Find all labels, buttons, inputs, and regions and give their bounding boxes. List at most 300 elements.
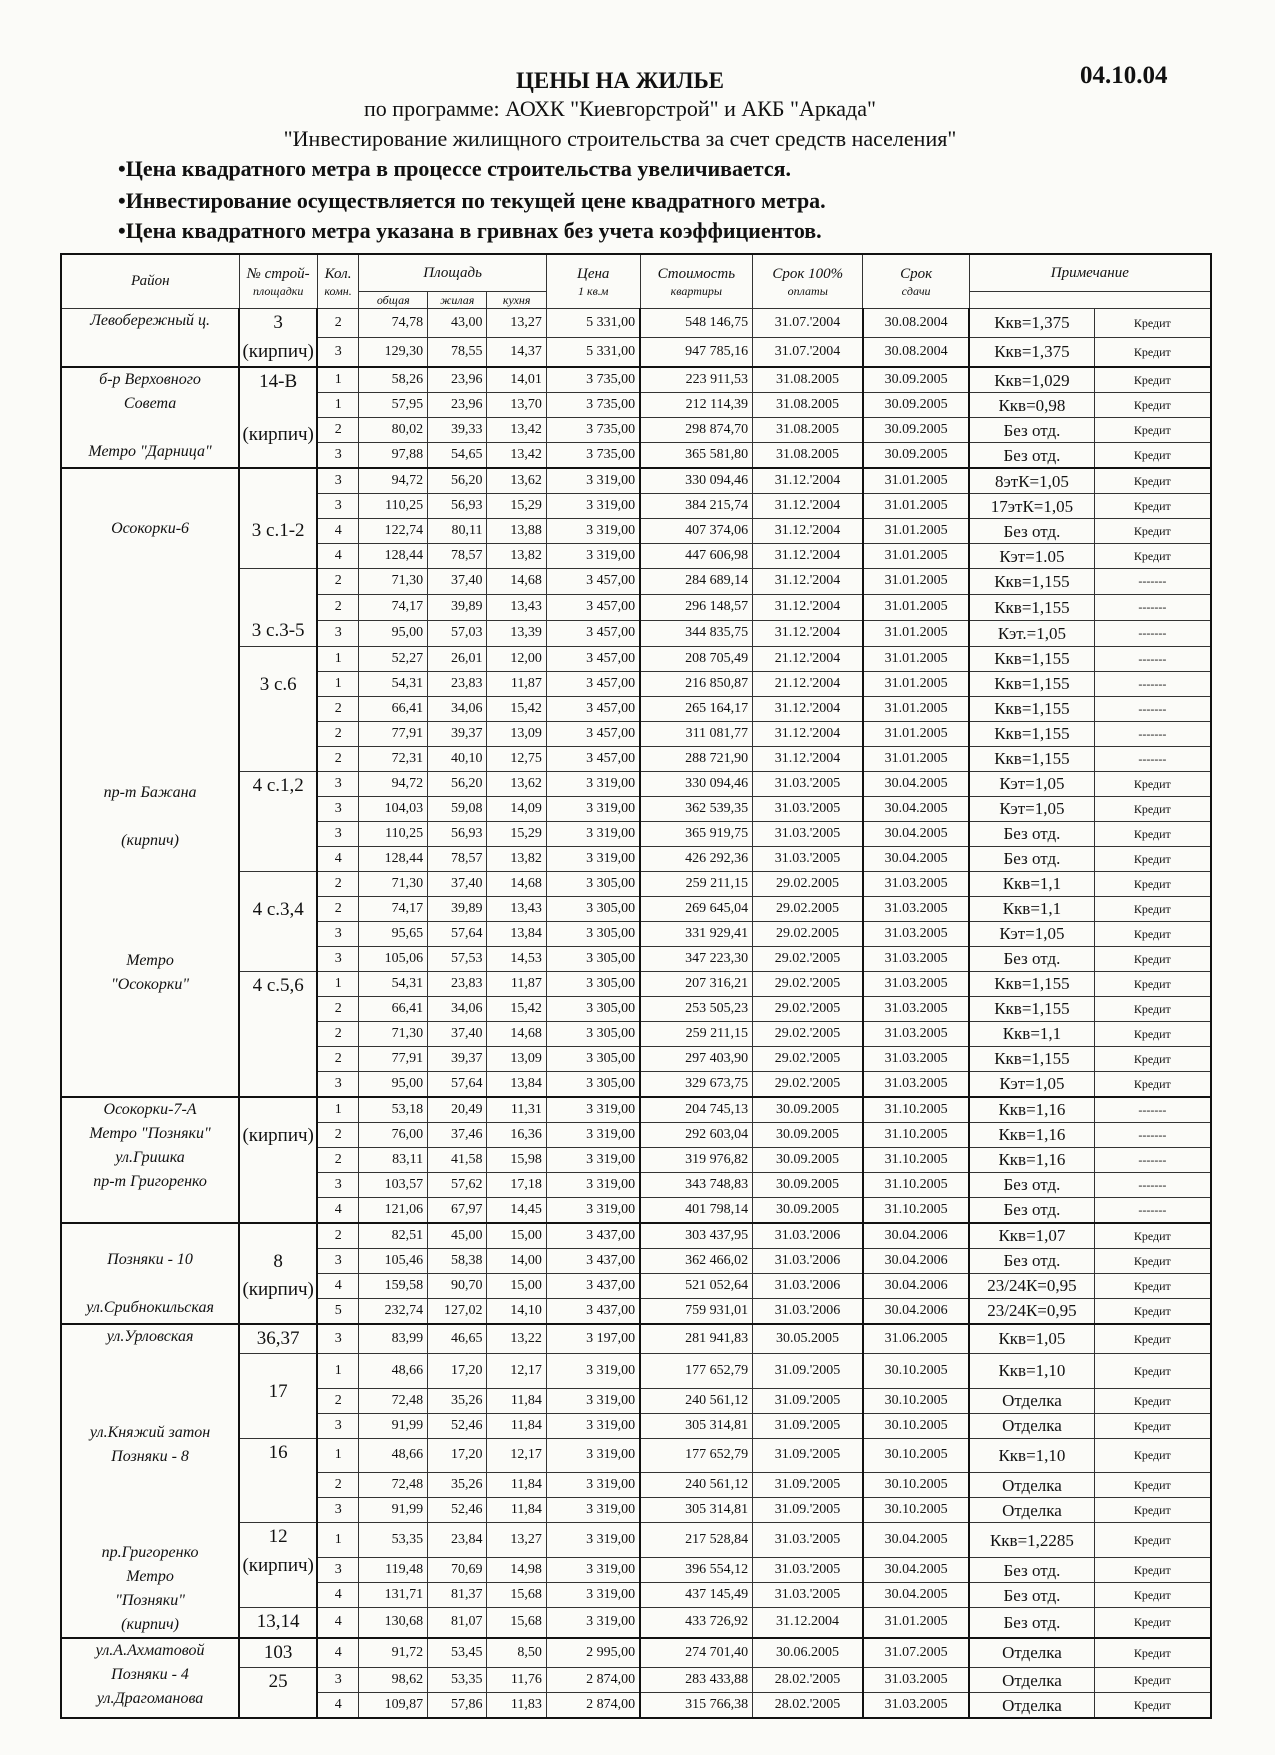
district-line: б-р Верховного xyxy=(99,371,201,388)
rooms-cell: 3 xyxy=(317,821,359,846)
district-line xyxy=(64,1469,236,1493)
rooms-cell: 2 xyxy=(317,896,359,921)
handover-term-cell: 31.03.2005 xyxy=(863,921,969,946)
credit-cell: Кредит xyxy=(1094,418,1211,443)
note-cell: 23/24К=0,95 xyxy=(969,1273,1094,1298)
price-per-sqm-cell: 3 319,00 xyxy=(546,1172,640,1197)
apartment-cost-cell: 396 554,12 xyxy=(640,1558,752,1583)
area-total-cell: 91,99 xyxy=(359,1413,428,1438)
apartment-cost-cell: 362 539,35 xyxy=(640,796,752,821)
price-per-sqm-cell: 3 319,00 xyxy=(546,771,640,796)
area-living-cell: 59,08 xyxy=(428,796,487,821)
area-kitchen-cell: 13,82 xyxy=(487,846,546,871)
note-cell: Ккв=1,1 xyxy=(969,871,1094,896)
payment-term-cell: 31.03.'2006 xyxy=(753,1298,863,1324)
note-cell: Ккв=1,05 xyxy=(969,1324,1094,1354)
handover-term-cell: 31.03.2005 xyxy=(863,1046,969,1071)
price-per-sqm-cell: 2 874,00 xyxy=(546,1693,640,1719)
rooms-cell: 4 xyxy=(317,1273,359,1298)
handover-term-cell: 31.01.2005 xyxy=(863,721,969,746)
price-per-sqm-cell: 3 457,00 xyxy=(546,569,640,595)
table-row xyxy=(61,468,1211,494)
area-living-cell: 41,58 xyxy=(428,1147,487,1172)
price-per-sqm-cell: 2 874,00 xyxy=(546,1668,640,1693)
rooms-cell: 3 xyxy=(317,443,359,469)
header-note: Примечание xyxy=(969,254,1211,292)
payment-term-cell: 31.07.'2004 xyxy=(753,337,863,367)
note-cell: Кэт=1,05 xyxy=(969,796,1094,821)
area-living-cell: 46,65 xyxy=(428,1324,487,1354)
note-cell: Ккв=1,375 xyxy=(969,309,1094,338)
credit-cell: Кредит xyxy=(1094,1021,1211,1046)
apartment-cost-cell: 407 374,06 xyxy=(640,519,752,544)
credit-cell: Кредит xyxy=(1094,367,1211,393)
area-living-cell: 34,06 xyxy=(428,996,487,1021)
district-line xyxy=(64,1272,236,1296)
area-kitchen-cell: 11,84 xyxy=(487,1413,546,1438)
site-cell xyxy=(239,771,317,871)
payment-term-cell: 31.08.2005 xyxy=(753,393,863,418)
area-total-cell: 77,91 xyxy=(359,1046,428,1071)
district-line: Осокорки-7-А xyxy=(103,1100,197,1118)
rooms-cell: 3 xyxy=(317,1498,359,1523)
credit-cell: ------- xyxy=(1094,746,1211,771)
note-cell: Ккв=1,1 xyxy=(969,896,1094,921)
note-cell: Ккв=1,155 xyxy=(969,671,1094,696)
credit-cell: Кредит xyxy=(1094,771,1211,796)
area-total-cell: 95,00 xyxy=(359,1071,428,1097)
area-kitchen-cell: 11,84 xyxy=(487,1388,546,1413)
credit-cell: Кредит xyxy=(1094,846,1211,871)
apartment-cost-cell: 240 561,12 xyxy=(640,1473,752,1498)
handover-term-cell: 31.01.2005 xyxy=(863,620,969,646)
district-line xyxy=(64,757,236,781)
apartment-cost-cell: 177 652,79 xyxy=(640,1438,752,1473)
header-row xyxy=(61,254,1211,292)
handover-term-cell: 31.01.2005 xyxy=(863,494,969,519)
site-cell xyxy=(239,871,317,971)
apartment-cost-cell: 283 433,88 xyxy=(640,1668,752,1693)
area-kitchen-cell: 11,87 xyxy=(487,971,546,996)
header-note-blank xyxy=(969,292,1211,309)
header-price: Цена 1 кв.м xyxy=(546,254,640,309)
table-row xyxy=(61,1638,1211,1668)
area-total-cell: 104,03 xyxy=(359,796,428,821)
apartment-cost-cell: 305 314,81 xyxy=(640,1413,752,1438)
payment-term-cell: 31.12.'2004 xyxy=(753,721,863,746)
apartment-cost-cell: 315 766,38 xyxy=(640,1693,752,1719)
rooms-cell: 3 xyxy=(317,1668,359,1693)
price-per-sqm-cell: 3 319,00 xyxy=(546,1413,640,1438)
area-total-cell: 72,31 xyxy=(359,746,428,771)
area-total-cell: 91,99 xyxy=(359,1498,428,1523)
handover-term-cell: 30.09.2005 xyxy=(863,393,969,418)
rooms-cell: 1 xyxy=(317,671,359,696)
credit-cell: Кредит xyxy=(1094,1498,1211,1523)
area-living-cell: 26,01 xyxy=(428,646,487,671)
apartment-cost-cell: 759 931,01 xyxy=(640,1298,752,1324)
area-kitchen-cell: 13,27 xyxy=(487,309,546,338)
payment-term-cell: 31.03.'2006 xyxy=(753,1248,863,1273)
district-line: (кирпич) xyxy=(121,832,179,849)
handover-term-cell: 30.10.2005 xyxy=(863,1473,969,1498)
rooms-cell: 3 xyxy=(317,1071,359,1097)
area-total-cell: 48,66 xyxy=(359,1354,428,1389)
document-subtitle-program: по программе: АОХК "Киевгорстрой" и АКБ "Аркада" xyxy=(364,96,876,121)
rooms-cell: 2 xyxy=(317,721,359,746)
price-per-sqm-cell: 3 305,00 xyxy=(546,871,640,896)
note-cell: Кэт=1.05 xyxy=(969,544,1094,569)
rooms-cell: 3 xyxy=(317,946,359,971)
credit-cell: Кредит xyxy=(1094,796,1211,821)
site-line: 3 xyxy=(273,312,283,333)
payment-term-cell: 31.12.'2004 xyxy=(753,620,863,646)
payment-term-cell: 31.12.'2004 xyxy=(753,494,863,519)
price-per-sqm-cell: 3 437,00 xyxy=(546,1223,640,1249)
payment-term-cell: 28.02.'2005 xyxy=(753,1693,863,1719)
area-kitchen-cell: 11,83 xyxy=(487,1693,546,1719)
credit-cell: Кредит xyxy=(1094,393,1211,418)
area-living-cell: 90,70 xyxy=(428,1273,487,1298)
district-line xyxy=(64,733,236,757)
area-living-cell: 78,55 xyxy=(428,337,487,367)
area-kitchen-cell: 13,70 xyxy=(487,393,546,418)
area-total-cell: 77,91 xyxy=(359,721,428,746)
note-cell: Ккв=1,155 xyxy=(969,696,1094,721)
price-per-sqm-cell: 3 319,00 xyxy=(546,1558,640,1583)
credit-cell: ------- xyxy=(1094,1197,1211,1223)
payment-term-cell: 31.12.'2004 xyxy=(753,746,863,771)
apartment-cost-cell: 303 437,95 xyxy=(640,1223,752,1249)
note-cell: Без отд. xyxy=(969,1558,1094,1583)
site-line xyxy=(242,493,314,517)
credit-cell: Кредит xyxy=(1094,921,1211,946)
credit-cell: Кредит xyxy=(1094,1273,1211,1298)
site-line xyxy=(242,1354,314,1378)
payment-term-cell: 31.09.'2005 xyxy=(753,1413,863,1438)
payment-term-cell: 31.12.'2004 xyxy=(753,544,863,569)
apartment-cost-cell: 344 835,75 xyxy=(640,620,752,646)
site-line: (кирпич) xyxy=(242,1279,314,1300)
rooms-cell: 3 xyxy=(317,1324,359,1354)
handover-term-cell: 30.04.2006 xyxy=(863,1298,969,1324)
rooms-cell: 2 xyxy=(317,1021,359,1046)
credit-cell: Кредит xyxy=(1094,337,1211,367)
apartment-cost-cell: 223 911,53 xyxy=(640,367,752,393)
credit-cell: Кредит xyxy=(1094,544,1211,569)
price-per-sqm-cell: 3 735,00 xyxy=(546,367,640,393)
apartment-cost-cell: 207 316,21 xyxy=(640,971,752,996)
note-cell: Ккв=1,155 xyxy=(969,721,1094,746)
note-cell: Ккв=1,155 xyxy=(969,569,1094,595)
apartment-cost-cell: 329 673,75 xyxy=(640,1071,752,1097)
payment-term-cell: 31.12.'2004 xyxy=(753,594,863,620)
district-line: ул.Княжий затон xyxy=(89,1423,211,1441)
area-living-cell: 80,11 xyxy=(428,519,487,544)
payment-term-cell: 30.09.2005 xyxy=(753,1122,863,1147)
note-cell: Ккв=1,07 xyxy=(969,1223,1094,1249)
area-living-cell: 57,64 xyxy=(428,921,487,946)
credit-cell: Кредит xyxy=(1094,1668,1211,1693)
credit-cell: ------- xyxy=(1094,1147,1211,1172)
payment-term-cell: 29.02.2005 xyxy=(753,896,863,921)
district-line: ул.Урловская xyxy=(106,1327,194,1345)
area-kitchen-cell: 15,42 xyxy=(487,996,546,1021)
payment-term-cell: 31.09.'2005 xyxy=(753,1438,863,1473)
credit-cell: Кредит xyxy=(1094,1354,1211,1389)
district-line xyxy=(64,925,236,949)
area-kitchen-cell: 15,68 xyxy=(487,1608,546,1638)
site-line xyxy=(242,397,314,421)
price-per-sqm-cell: 3 735,00 xyxy=(546,393,640,418)
apartment-cost-cell: 548 146,75 xyxy=(640,309,752,338)
note-cell: Ккв=1,10 xyxy=(969,1354,1094,1389)
handover-term-cell: 30.10.2005 xyxy=(863,1354,969,1389)
area-total-cell: 128,44 xyxy=(359,846,428,871)
payment-term-cell: 30.09.2005 xyxy=(753,1097,863,1123)
apartment-cost-cell: 212 114,39 xyxy=(640,393,752,418)
area-kitchen-cell: 14,10 xyxy=(487,1298,546,1324)
area-kitchen-cell: 14,98 xyxy=(487,1558,546,1583)
area-kitchen-cell: 13,27 xyxy=(487,1523,546,1558)
site-cell xyxy=(239,971,317,1097)
handover-term-cell: 31.10.2005 xyxy=(863,1097,969,1123)
area-kitchen-cell: 11,84 xyxy=(487,1473,546,1498)
area-total-cell: 105,46 xyxy=(359,1248,428,1273)
handover-term-cell: 30.04.2005 xyxy=(863,796,969,821)
area-total-cell: 74,78 xyxy=(359,309,428,338)
apartment-cost-cell: 208 705,49 xyxy=(640,646,752,671)
header-district: Район xyxy=(61,254,239,309)
area-living-cell: 56,93 xyxy=(428,821,487,846)
area-total-cell: 110,25 xyxy=(359,821,428,846)
payment-term-cell: 31.07.'2004 xyxy=(753,309,863,338)
area-kitchen-cell: 14,37 xyxy=(487,337,546,367)
note-cell: Ккв=1,375 xyxy=(969,337,1094,367)
credit-cell: ------- xyxy=(1094,620,1211,646)
apartment-cost-cell: 331 929,41 xyxy=(640,921,752,946)
area-total-cell: 83,11 xyxy=(359,1147,428,1172)
site-line: (кирпич) xyxy=(242,1124,314,1146)
header-area: Площадь xyxy=(359,254,546,292)
credit-cell: ------- xyxy=(1094,1122,1211,1147)
header-handover-term: Срок сдачи xyxy=(863,254,969,309)
area-total-cell: 53,35 xyxy=(359,1523,428,1558)
site-cell xyxy=(239,646,317,771)
credit-cell: Кредит xyxy=(1094,1638,1211,1668)
credit-cell: ------- xyxy=(1094,1172,1211,1197)
payment-term-cell: 29.02.'2005 xyxy=(753,996,863,1021)
price-per-sqm-cell: 3 437,00 xyxy=(546,1248,640,1273)
site-line: 3 с.1-2 xyxy=(251,520,305,541)
area-total-cell: 53,18 xyxy=(359,1097,428,1123)
handover-term-cell: 30.10.2005 xyxy=(863,1438,969,1473)
apartment-cost-cell: 259 211,15 xyxy=(640,871,752,896)
note-cell: Отделка xyxy=(969,1693,1094,1719)
area-living-cell: 57,53 xyxy=(428,946,487,971)
table-row xyxy=(61,309,1211,338)
header-cost: Стоимость квартиры xyxy=(640,254,752,309)
rooms-cell: 2 xyxy=(317,418,359,443)
handover-term-cell: 31.03.2005 xyxy=(863,1021,969,1046)
site-cell xyxy=(239,1638,317,1668)
area-kitchen-cell: 14,53 xyxy=(487,946,546,971)
site-line xyxy=(242,1224,314,1248)
credit-cell: ------- xyxy=(1094,671,1211,696)
rooms-cell: 4 xyxy=(317,519,359,544)
site-line: 25 xyxy=(268,1671,288,1692)
table-row xyxy=(61,1097,1211,1123)
area-living-cell: 23,84 xyxy=(428,1523,487,1558)
price-per-sqm-cell: 3 305,00 xyxy=(546,1021,640,1046)
payment-term-cell: 31.03.'2006 xyxy=(753,1223,863,1249)
payment-term-cell: 31.08.2005 xyxy=(753,367,863,393)
apartment-cost-cell: 297 403,90 xyxy=(640,1046,752,1071)
apartment-cost-cell: 292 603,04 xyxy=(640,1122,752,1147)
price-per-sqm-cell: 3 457,00 xyxy=(546,696,640,721)
bullet-note: •Инвестирование осуществляется по текущей цене квадратного метра. xyxy=(118,188,826,213)
apartment-cost-cell: 269 645,04 xyxy=(640,896,752,921)
area-living-cell: 39,37 xyxy=(428,721,487,746)
credit-cell: Кредит xyxy=(1094,871,1211,896)
credit-cell: Кредит xyxy=(1094,996,1211,1021)
district-line xyxy=(64,661,236,685)
area-total-cell: 91,72 xyxy=(359,1638,428,1668)
rooms-cell: 2 xyxy=(317,1046,359,1071)
rooms-cell: 1 xyxy=(317,393,359,418)
district-line xyxy=(64,1373,236,1397)
site-line: 4 с.1,2 xyxy=(252,774,304,796)
rooms-cell: 2 xyxy=(317,569,359,595)
header-area-kitchen: кухня xyxy=(487,292,546,309)
price-per-sqm-cell: 3 457,00 xyxy=(546,646,640,671)
credit-cell: Кредит xyxy=(1094,1248,1211,1273)
apartment-cost-cell: 447 606,98 xyxy=(640,544,752,569)
area-total-cell: 74,17 xyxy=(359,896,428,921)
district-line xyxy=(64,1397,236,1421)
payment-term-cell: 31.12.2004 xyxy=(753,1608,863,1638)
handover-term-cell: 30.09.2005 xyxy=(863,443,969,469)
note-cell: Без отд. xyxy=(969,519,1094,544)
rooms-cell: 3 xyxy=(317,921,359,946)
note-cell: Кэт=1,05 xyxy=(969,771,1094,796)
district-line: Позняки - 4 xyxy=(111,1665,189,1683)
payment-term-cell: 31.03.'2005 xyxy=(753,1558,863,1583)
rooms-cell: 1 xyxy=(317,1097,359,1123)
area-kitchen-cell: 14,45 xyxy=(487,1197,546,1223)
area-kitchen-cell: 12,17 xyxy=(487,1354,546,1389)
area-kitchen-cell: 15,00 xyxy=(487,1223,546,1249)
handover-term-cell: 31.10.2005 xyxy=(863,1172,969,1197)
area-living-cell: 23,83 xyxy=(428,671,487,696)
site-line: 14-В xyxy=(259,371,298,392)
district-line: Позняки - 8 xyxy=(111,1447,189,1465)
apartment-cost-cell: 347 223,30 xyxy=(640,946,752,971)
price-per-sqm-cell: 3 305,00 xyxy=(546,996,640,1021)
price-per-sqm-cell: 3 319,00 xyxy=(546,1473,640,1498)
district-line xyxy=(64,469,236,493)
area-total-cell: 57,95 xyxy=(359,393,428,418)
area-living-cell: 54,65 xyxy=(428,443,487,469)
apartment-cost-cell: 240 561,12 xyxy=(640,1388,752,1413)
area-living-cell: 53,45 xyxy=(428,1638,487,1668)
area-living-cell: 37,40 xyxy=(428,871,487,896)
area-living-cell: 78,57 xyxy=(428,544,487,569)
credit-cell: Кредит xyxy=(1094,971,1211,996)
credit-cell: Кредит xyxy=(1094,1608,1211,1638)
note-cell: Ккв=1,155 xyxy=(969,594,1094,620)
payment-term-cell: 31.08.2005 xyxy=(753,443,863,469)
price-per-sqm-cell: 3 319,00 xyxy=(546,796,640,821)
note-cell: Ккв=1,2285 xyxy=(969,1523,1094,1558)
credit-cell: Кредит xyxy=(1094,519,1211,544)
area-kitchen-cell: 12,17 xyxy=(487,1438,546,1473)
apartment-cost-cell: 217 528,84 xyxy=(640,1523,752,1558)
apartment-cost-cell: 253 505,23 xyxy=(640,996,752,1021)
area-total-cell: 71,30 xyxy=(359,1021,428,1046)
price-per-sqm-cell: 3 319,00 xyxy=(546,1147,640,1172)
price-per-sqm-cell: 2 995,00 xyxy=(546,1638,640,1668)
apartment-cost-cell: 204 745,13 xyxy=(640,1097,752,1123)
area-living-cell: 57,86 xyxy=(428,1693,487,1719)
handover-term-cell: 31.03.2005 xyxy=(863,871,969,896)
district-line: (кирпич) xyxy=(121,1615,179,1633)
district-cell xyxy=(61,1223,239,1324)
note-cell: 23/24К=0,95 xyxy=(969,1298,1094,1324)
site-line: 103 xyxy=(263,1641,293,1663)
rooms-cell: 1 xyxy=(317,1523,359,1558)
district-line xyxy=(64,853,236,877)
credit-cell: Кредит xyxy=(1094,1298,1211,1324)
area-kitchen-cell: 13,82 xyxy=(487,544,546,569)
credit-cell: ------- xyxy=(1094,594,1211,620)
area-living-cell: 39,89 xyxy=(428,896,487,921)
payment-term-cell: 31.03.'2005 xyxy=(753,1583,863,1608)
payment-term-cell: 31.03.'2005 xyxy=(753,846,863,871)
price-per-sqm-cell: 3 305,00 xyxy=(546,946,640,971)
rooms-cell: 2 xyxy=(317,1223,359,1249)
rooms-cell: 2 xyxy=(317,696,359,721)
rooms-cell: 2 xyxy=(317,871,359,896)
district-line: пр.Григоренко xyxy=(101,1543,199,1561)
area-living-cell: 58,38 xyxy=(428,1248,487,1273)
district-line: Левобережный ц. xyxy=(90,312,211,329)
apartment-cost-cell: 288 721,90 xyxy=(640,746,752,771)
handover-term-cell: 31.03.2005 xyxy=(863,1071,969,1097)
area-living-cell: 39,89 xyxy=(428,594,487,620)
area-total-cell: 103,57 xyxy=(359,1172,428,1197)
district-line: Осокорки-6 xyxy=(111,520,190,537)
credit-cell: Кредит xyxy=(1094,443,1211,469)
area-total-cell: 54,31 xyxy=(359,671,428,696)
price-per-sqm-cell: 3 457,00 xyxy=(546,620,640,646)
rooms-cell: 2 xyxy=(317,746,359,771)
district-cell xyxy=(61,367,239,468)
credit-cell: Кредит xyxy=(1094,1388,1211,1413)
rooms-cell: 3 xyxy=(317,1558,359,1583)
apartment-cost-cell: 521 052,64 xyxy=(640,1273,752,1298)
handover-term-cell: 31.01.2005 xyxy=(863,746,969,771)
apartment-cost-cell: 433 726,92 xyxy=(640,1608,752,1638)
payment-term-cell: 29.02.'2005 xyxy=(753,1046,863,1071)
handover-term-cell: 31.01.2005 xyxy=(863,1608,969,1638)
note-cell: Отделка xyxy=(969,1668,1094,1693)
note-cell: Ккв=1,1 xyxy=(969,1021,1094,1046)
apartment-cost-cell: 177 652,79 xyxy=(640,1354,752,1389)
rooms-cell: 3 xyxy=(317,771,359,796)
note-cell: Отделка xyxy=(969,1473,1094,1498)
payment-term-cell: 31.12.'2004 xyxy=(753,569,863,595)
